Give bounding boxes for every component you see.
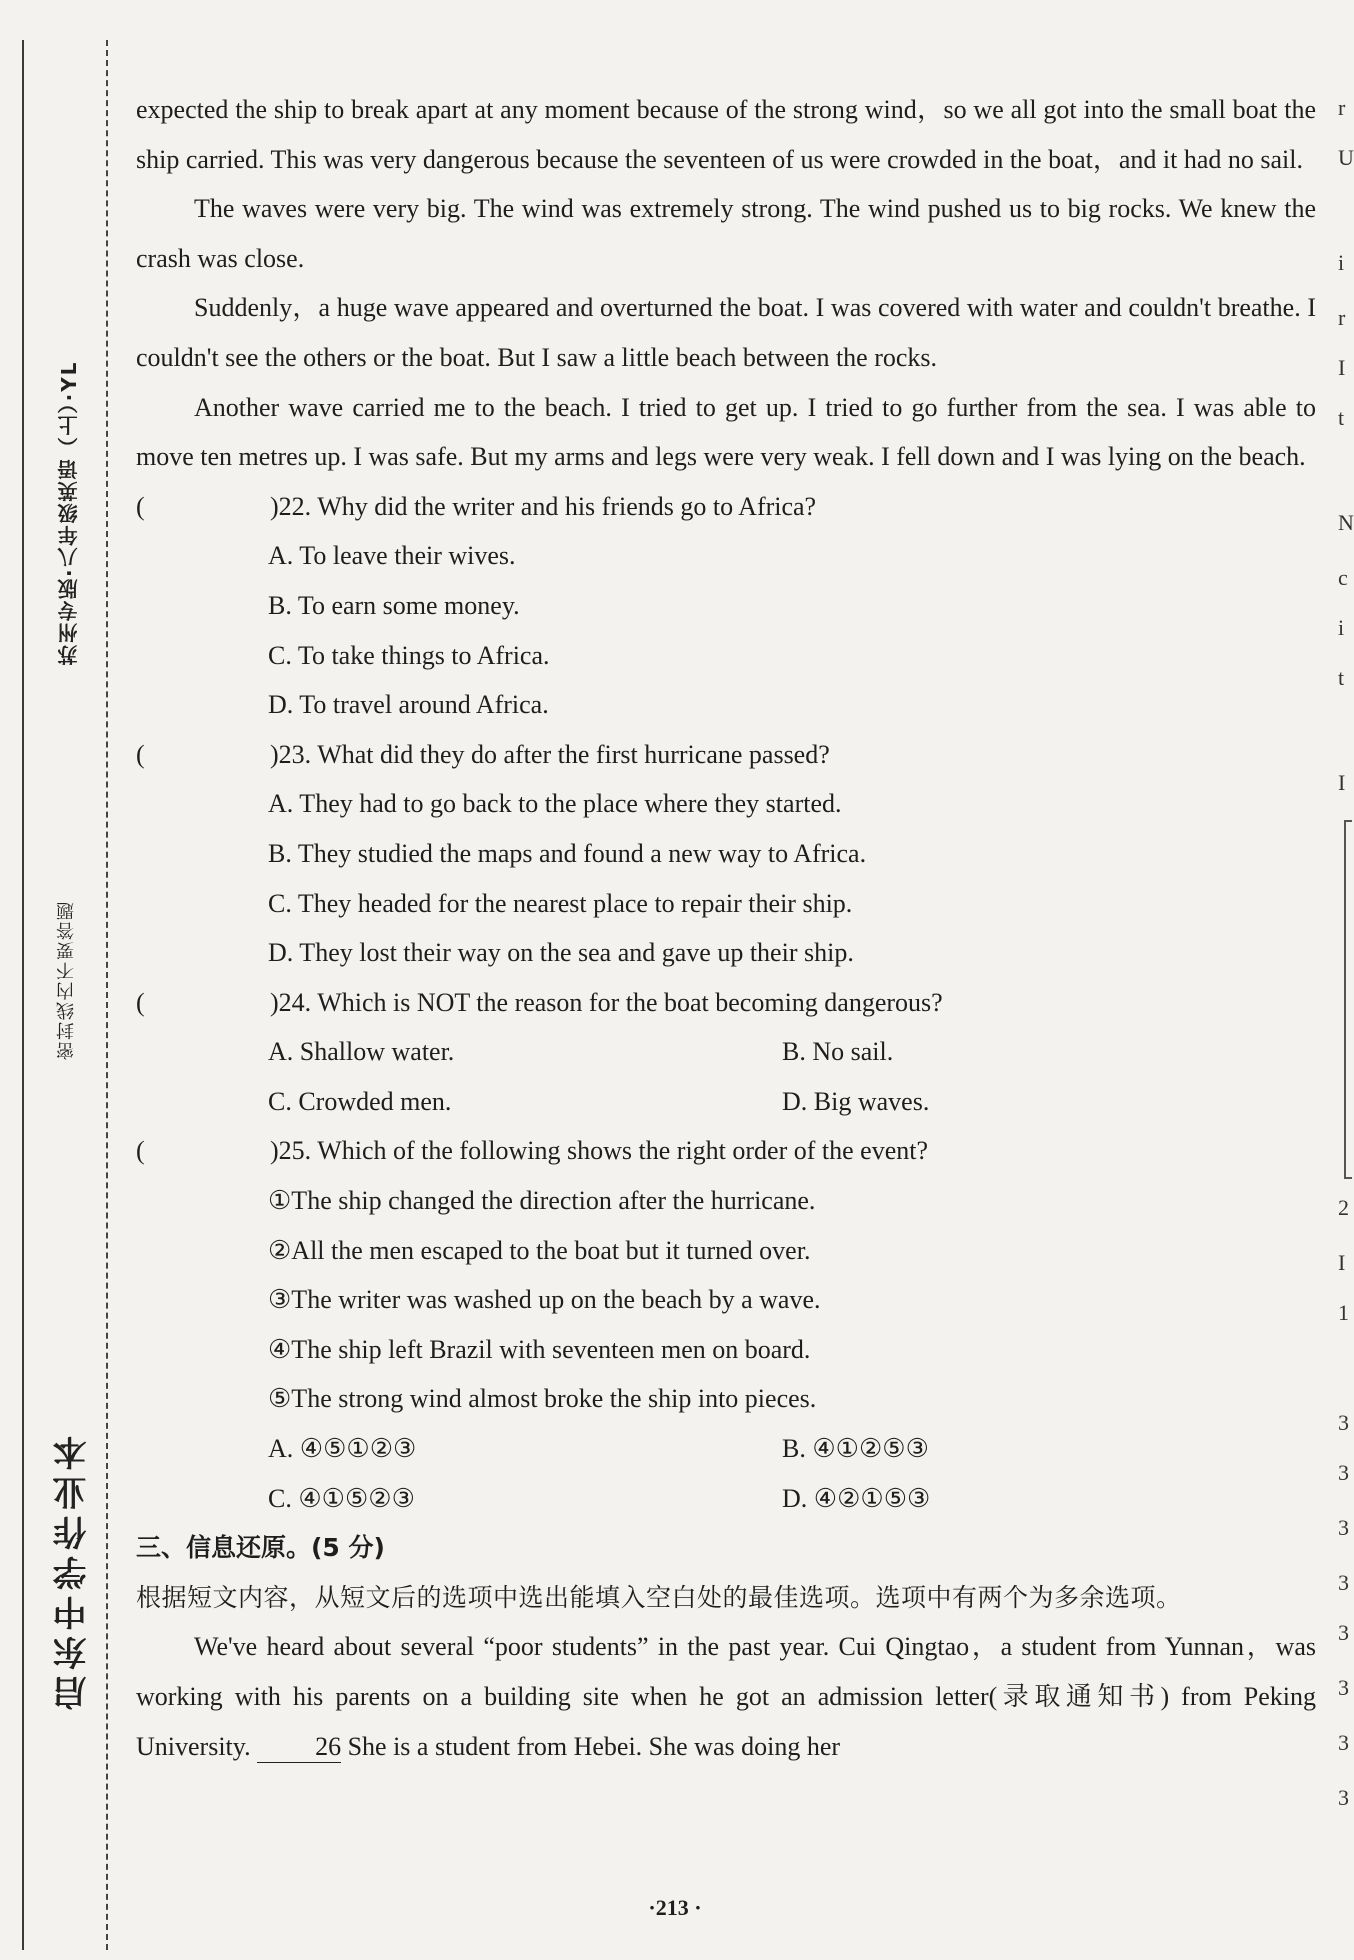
next-page-box-edge <box>1344 820 1352 1179</box>
book-title: 启东中学作业本 <box>53 1430 93 1710</box>
option-c: C. To take things to Africa. <box>268 640 550 670</box>
question-stem: ( )23. What did they do after the first hurricane passed? <box>136 730 1316 780</box>
passage-paragraph-1: expected the ship to break apart at any moment because of the strong wind，so we all got into the small boat the ship carried. This was very dangerous because the seventeen of us were crowded in the boat，and it had no sail. <box>136 95 1316 174</box>
answer-bracket[interactable]: ( <box>136 739 145 769</box>
option-b: B. To earn some money. <box>268 590 520 620</box>
page-number: ·213 · <box>648 1895 702 1920</box>
next-page-edge: r U i r I t N c i t I 2 I 1 3 3 3 3 3 3 3 3 <box>1338 95 1354 1810</box>
option-c: C. They headed for the nearest place to repair their ship. <box>268 888 853 918</box>
question-stem: ( )22. Why did the writer and his friends go to Africa? <box>136 482 1316 532</box>
question-stem: ( )25. Which of the following shows the right order of the event? <box>136 1126 1316 1176</box>
blank-26[interactable]: 26 <box>257 1732 341 1763</box>
seal-line-warning: 密封线内不要答题 <box>56 900 77 1060</box>
answer-bracket[interactable]: ( <box>136 491 145 521</box>
binding-line <box>22 40 24 1950</box>
question-23 <box>136 730 1316 978</box>
event-4: ④The ship left Brazil with seventeen men on board. <box>268 1334 811 1364</box>
binding-margin <box>0 0 100 1960</box>
section-3-title: 三、信息还原。(5 分) <box>136 1533 385 1563</box>
option-b: B. They studied the maps and found a new way to Africa. <box>268 838 867 868</box>
option-d: D. They lost their way on the sea and gave up their ship. <box>268 938 854 968</box>
event-1: ①The ship changed the direction after the hurricane. <box>268 1186 816 1216</box>
option-row <box>136 1424 1316 1474</box>
option-a: A. To leave their wives. <box>268 541 516 571</box>
option-a: A. They had to go back to the place where they started. <box>268 789 842 819</box>
option-b: B. ④①②⑤③ <box>782 1434 929 1464</box>
seal-dashed-line <box>106 40 108 1950</box>
option-d: D. ④②①⑤③ <box>782 1483 931 1513</box>
question-stem: ( )24. Which is NOT the reason for the boat becoming dangerous? <box>136 978 1316 1028</box>
option-d: D. To travel around Africa. <box>268 690 549 720</box>
option-c: C. Crowded men. <box>268 1086 452 1116</box>
option-a: A. Shallow water. <box>268 1037 455 1067</box>
question-22 <box>136 482 1316 730</box>
event-5: ⑤The strong wind almost broke the ship into pieces. <box>268 1384 817 1414</box>
option-c: C. ④①⑤②③ <box>268 1483 415 1513</box>
option-row <box>136 1077 1316 1127</box>
option-a: A. ④⑤①②③ <box>268 1434 417 1464</box>
passage-paragraph-4: Another wave carried me to the beach. I tried to get up. I tried to go further from the sea. I was able to move ten metres up. I was safe. But my arms and legs were very weak. I fell down and I was lying on the beach. <box>136 392 1316 472</box>
option-b: B. No sail. <box>782 1037 894 1067</box>
option-row <box>136 1474 1316 1524</box>
option-d: D. Big waves. <box>782 1086 930 1116</box>
question-24 <box>136 978 1316 1127</box>
section-3-passage: We've heard about several “poor students” in the past year. Cui Qingtao，a student from Yunnan，was working with his parents on a building site when he got an admission letter(录取通知书) from Peking University. 26 She is a student from Hebei. She was doing her <box>136 1632 1316 1761</box>
question-25 <box>136 1126 1316 1523</box>
answer-bracket[interactable]: ( <box>136 987 145 1017</box>
series-label: 苏州专版·八年级英语（上）·YL <box>57 360 81 665</box>
passage-paragraph-3: Suddenly，a huge wave appeared and overturned the boat. I was covered with water and couldn't breathe. I couldn't see the others or the boat. But I saw a little beach between the rocks. <box>136 293 1316 372</box>
section-3-instruction: 根据短文内容，从短文后的选项中选出能填入空白处的最佳选项。选项中有两个为多余选项。 <box>136 1582 1182 1612</box>
option-row <box>136 1027 1316 1077</box>
event-3: ③The writer was washed up on the beach by a wave. <box>268 1285 821 1315</box>
passage-paragraph-2: The waves were very big. The wind was extremely strong. The wind pushed us to big rocks. We knew the crash was close. <box>136 194 1316 273</box>
page-content <box>136 85 1316 1771</box>
answer-bracket[interactable]: ( <box>136 1136 145 1166</box>
event-2: ②All the men escaped to the boat but it turned over. <box>268 1235 811 1265</box>
